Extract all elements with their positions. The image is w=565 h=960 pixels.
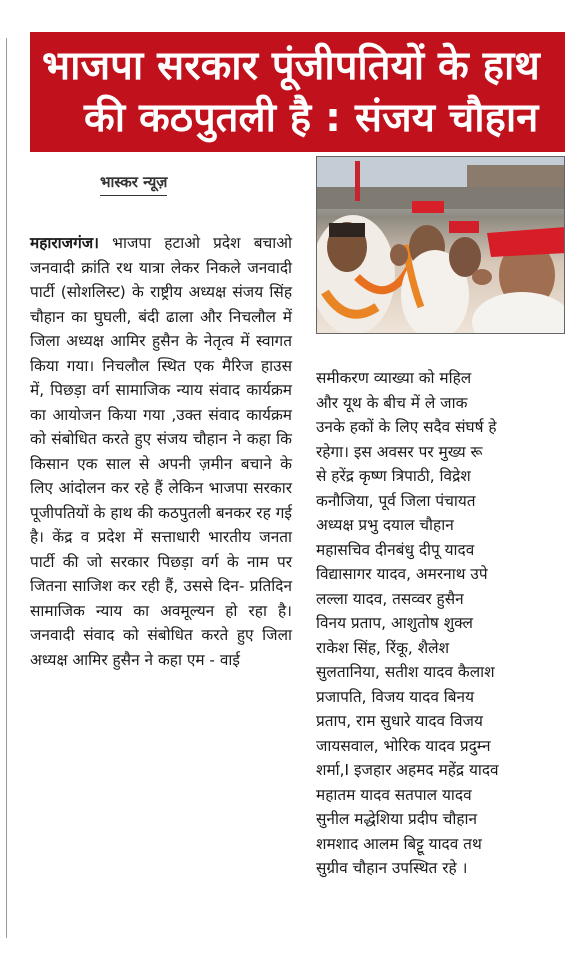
article-line: शर्मा,I इजहार अहमद महेंद्र यादव [316, 761, 499, 779]
article-line: कनौजिया, पूर्व जिला पंचायत [316, 491, 476, 510]
article-dateline: महाराजगंज। [30, 234, 99, 252]
article-line: जायसवाल, भोरिक यादव प्रदुम्न [316, 736, 491, 755]
byline: भास्कर न्यूज़ [100, 172, 167, 196]
article-line: महातम यादव सतपाल यादव [316, 785, 472, 804]
article-line: राकेश सिंह, रिंकू, शैलेश [316, 638, 450, 657]
article-line: प्रजापति, विजय यादव बिनय [316, 687, 475, 706]
article-line: महासचिव दीनबंधु दीपू यादव [316, 540, 475, 559]
article-line: विद्यासागर यादव, अमरनाथ उपे [316, 565, 488, 583]
article-line: सुग्रीव चौहान उपस्थित रहे । [316, 859, 468, 877]
article-column-right [316, 366, 565, 881]
article-line: उनके हकों के लिए सदैव संघर्ष हे [316, 418, 497, 436]
article-line: प्रताप, राम सुधारे यादव विजय [316, 712, 483, 730]
article-line: सुलतानिया, सतीश यादव कैलाश [316, 663, 495, 681]
article-line: सुनील मद्धेशिया प्रदीप चौहान [316, 810, 478, 828]
article-line: अध्यक्ष प्रभु दयाल चौहान [316, 516, 454, 534]
headline-line-1: भाजपा सरकार पूंजीपतियों के हाथ [42, 43, 540, 89]
article-column-left [30, 231, 292, 672]
news-photo-illustration [317, 157, 565, 334]
article-line: लल्ला यादव, तसव्वर हुसैन [316, 589, 464, 608]
article-line: और यूथ के बीच में ले जाक [316, 393, 468, 412]
article-body-left: भाजपा हटाओ प्रदेश बचाओ जनवादी क्रांति रथ यात्रा लेकर निकले जनवादी पार्टी (सोशलिस्ट) के राष्ट्रीय अध्यक्ष संजय सिंह चौहान का घुघली, बंदी ढाला और निचलौल में जिला अध्यक्ष आमिर हुसैन के नेतृत्व में स्वागत किया गया। निचलौल स्थित एक मैरिज हाउस में, पिछड़ा वर्ग सामाजिक न्याय संवाद कार्यक्रम का आयोजन किया गया ,उक्त संवाद कार्यक्रम को संबोधित करते हुए संजय चौहान ने कहा कि किसान एक साल से अपनी ज़मीन बचाने के लिए आंदोलन कर रहे हैं लेकिन भाजपा सरकार पूजीपतियों के हाथ की कठपुतली बनकर रह गई है। केंद्र व प्रदेश में सत्ताधारी भारतीय जनता पार्टी की जो सरकार पिछड़ा वर्ग के नाम पर जितना साजिश कर रही हैं, उससे दिन- प्रतिदिन सामाजिक न्याय का अवमूल्यन हो रहा है। जनवादी संवाद को संबोधित करते हुए जिला अध्यक्ष आमिर हुसैन ने कहा एम - वाई [30, 234, 292, 669]
news-photo [316, 156, 565, 334]
headline-line-2: की कठपुतली है : संजय चौहान [84, 95, 539, 141]
article-line: विनय प्रताप, आशुतोष शुक्ल [316, 614, 473, 632]
article-line: रहेगा। इस अवसर पर मुख्य रू [316, 442, 483, 461]
article-line: से हरेंद्र कृष्ण त्रिपाठी, विद्रेश [316, 467, 471, 485]
article-line: समीकरण व्याख्या को महिल [316, 369, 472, 387]
article-line: शमशाद आलम बिट्टू यादव तथ [316, 834, 482, 853]
column-divider-rule [6, 38, 7, 938]
headline-banner [30, 32, 565, 152]
